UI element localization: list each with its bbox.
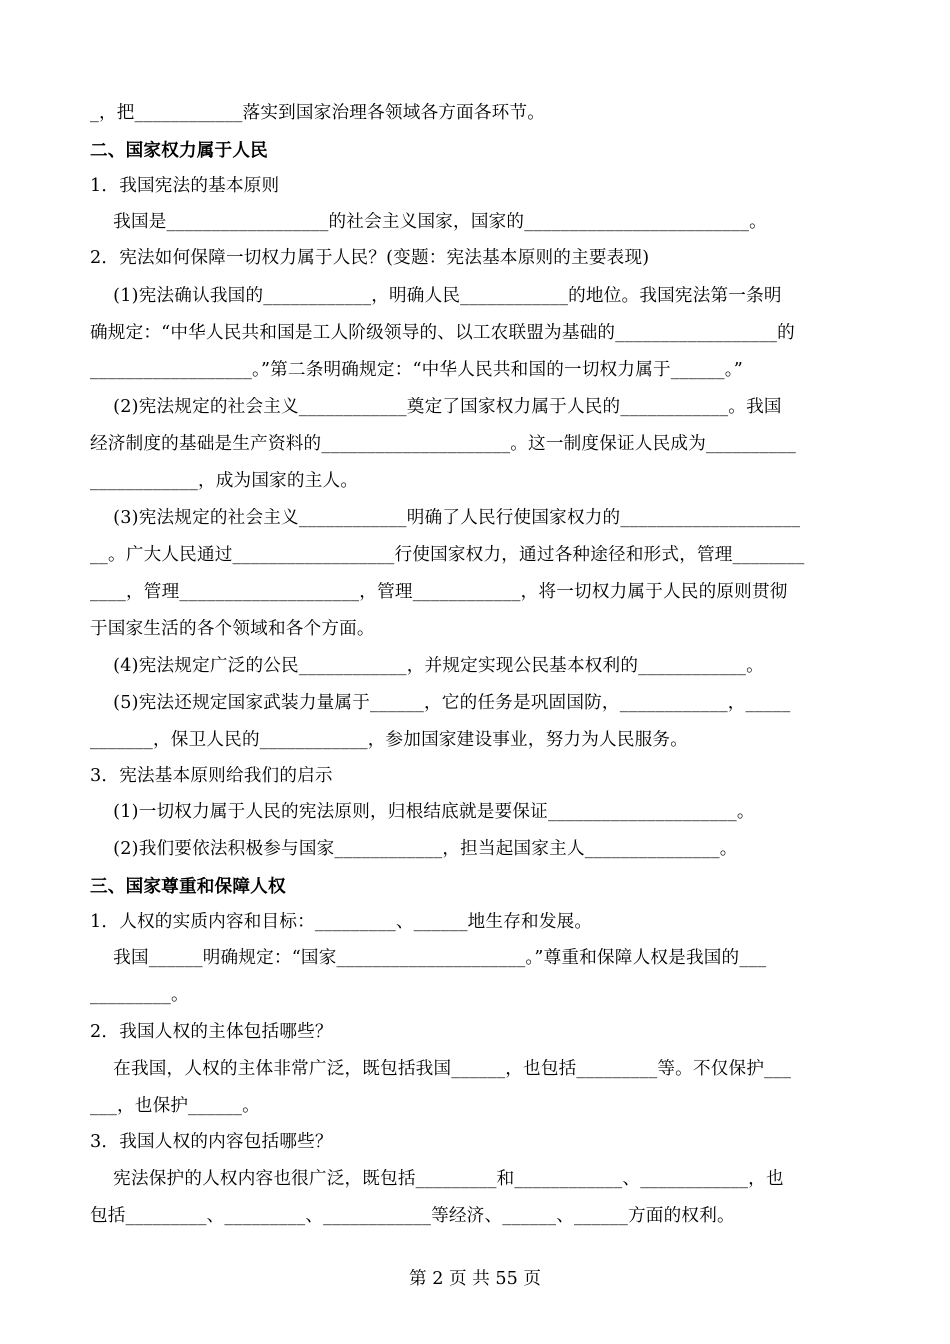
text-line: ____，管理____________________，管理____________，将一切权力属于人民的原则贯彻 [90, 582, 788, 602]
text-line: (4)宪法规定广泛的公民____________，并规定实现公民基本权利的____________。 [90, 656, 764, 676]
text-line: 确规定：“中华人民共和国是工人阶级领导的、以工农联盟为基础的__________________的 [90, 323, 795, 343]
text-line: 我国______明确规定：“国家_____________________。”尊重和保障人权是我国的___ [90, 948, 767, 968]
text-line: (5)宪法还规定国家武装力量属于______，它的任务是巩固国防，____________，_____ [90, 693, 791, 713]
section-heading: 三、国家尊重和保障人权 [90, 877, 286, 897]
sub-heading: 1．人权的实质内容和目标：_________、______地生存和发展。 [90, 912, 593, 932]
text-line: (1)宪法确认我国的____________，明确人民____________的地位。我国宪法第一条明 [90, 286, 782, 306]
text-line: __________________。”第二条明确规定：“中华人民共和国的一切权力属于______。” [90, 360, 743, 380]
sub-heading: 1．我国宪法的基本原则 [90, 176, 280, 196]
text-line: ___，也保护______。 [90, 1096, 260, 1116]
sub-heading: 2．我国人权的主体包括哪些？ [90, 1022, 333, 1042]
text-line: ____________，成为国家的主人。 [90, 471, 359, 491]
text-line: 我国是__________________的社会主义国家，国家的_________________________。 [90, 212, 767, 232]
sub-heading: 3．我国人权的内容包括哪些？ [90, 1132, 333, 1152]
text-line: 经济制度的基础是生产资料的_____________________。这一制度保证人民成为__________ [90, 434, 796, 454]
text-line: _________。 [90, 985, 189, 1005]
text-line: _，把____________落实到国家治理各领域各方面各环节。 [90, 103, 546, 123]
text-line: _______，保卫人民的____________，参加国家建设事业，努力为人民服务。 [90, 730, 688, 750]
text-line: (3)宪法规定的社会主义____________明确了人民行使国家权力的____________________ [90, 508, 801, 528]
text-line: 于国家生活的各个领域和各个方面。 [90, 619, 375, 639]
text-line: 包括_________、_________、____________等经济、______、______方面的权利。 [90, 1206, 735, 1226]
section-heading: 二、国家权力属于人民 [90, 141, 268, 161]
sub-heading: 2．宪法如何保障一切权力属于人民？(变题：宪法基本原则的主要表现) [90, 248, 650, 268]
text-line: 在我国，人权的主体非常广泛，既包括我国______，也包括_________等。不仅保护___ [90, 1059, 792, 1079]
text-line: __。广大人民通过__________________行使国家权力，通过各种途径和形式，管理________ [90, 545, 805, 565]
text-line: 宪法保护的人权内容也很广泛，既包括_________和____________、____________，也 [90, 1169, 784, 1189]
text-line: (2)宪法规定的社会主义____________奠定了国家权力属于人民的____________。我国 [90, 397, 782, 417]
sub-heading: 3．宪法基本原则给我们的启示 [90, 766, 333, 786]
text-line: (1)一切权力属于人民的宪法原则，归根结底就是要保证_____________________。 [90, 802, 755, 822]
text-line: (2)我们要依法积极参与国家____________，担当起国家主人_______________。 [90, 839, 738, 859]
page-number-footer: 第 2 页 共 55 页 [409, 1269, 541, 1289]
